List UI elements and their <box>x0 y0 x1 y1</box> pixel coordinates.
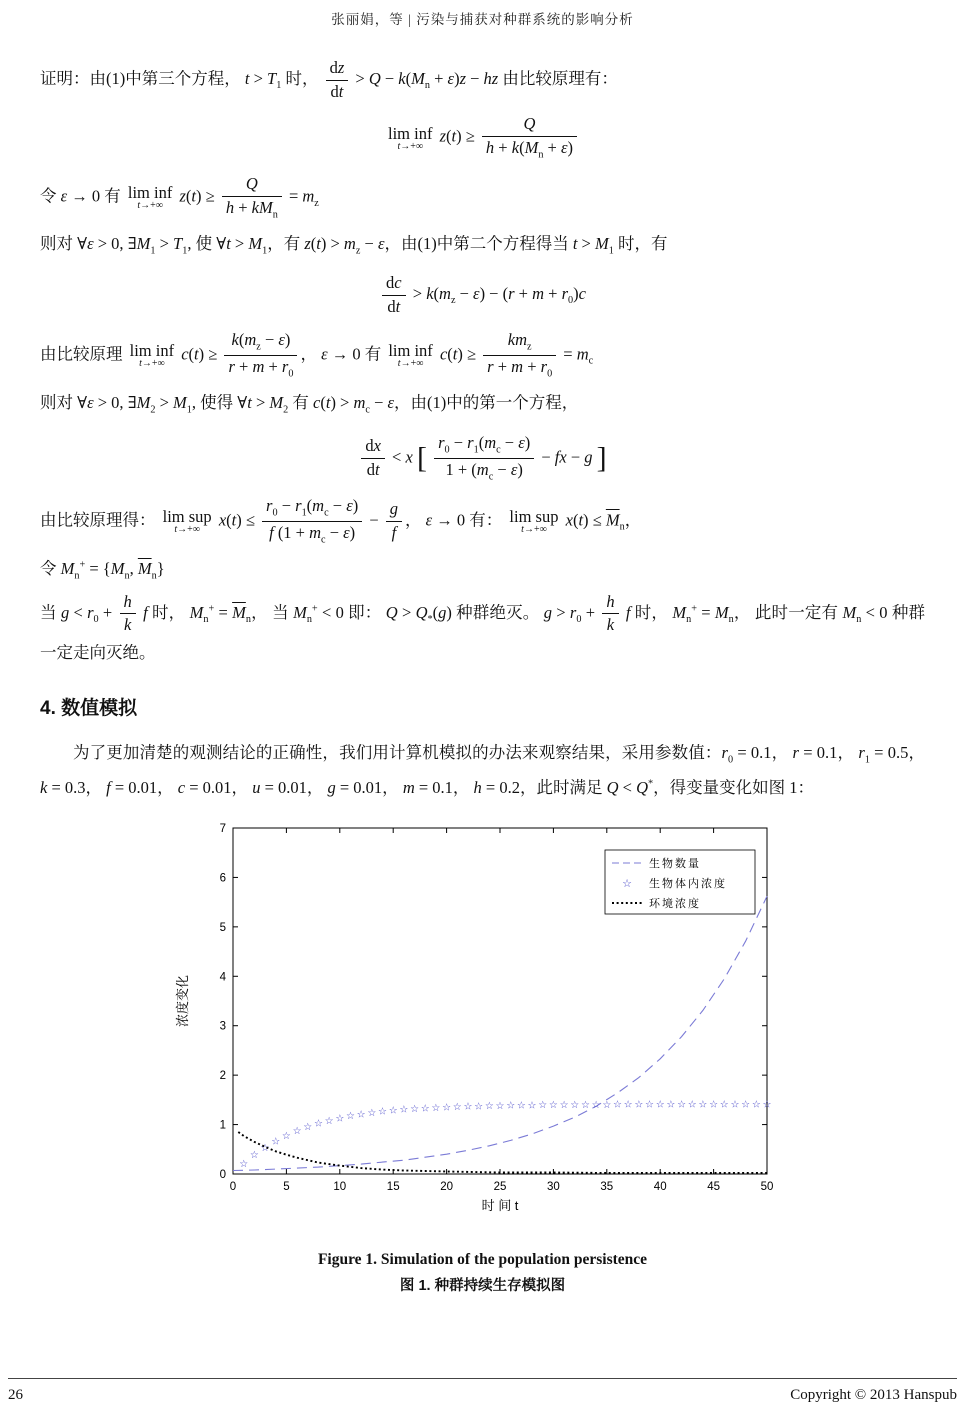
svg-text:☆: ☆ <box>420 1102 430 1114</box>
figure-caption-en: Figure 1. Simulation of the population persistence <box>317 1250 648 1268</box>
svg-text:☆: ☆ <box>569 1099 579 1111</box>
svg-text:35: 35 <box>599 1180 613 1193</box>
svg-text:☆: ☆ <box>260 1142 270 1154</box>
svg-text:☆: ☆ <box>580 1099 590 1111</box>
page-number: 26 <box>8 1387 23 1403</box>
paragraph-forall-m2: 则对 ∀ε > 0, $\exists M_2 > M_1$, 使得 ∀t > $M_2$ 有 $c(t) > m_c - \varepsilon$，由(1)中的第一个方程， <box>40 392 579 416</box>
svg-text:☆: ☆ <box>345 1110 355 1122</box>
svg-text:☆: ☆ <box>740 1098 750 1110</box>
svg-text:2: 2 <box>219 1069 226 1082</box>
proof-intro-paragraph: 证明：由(1)中第三个方程， $t > T_1$ 时， $\frac{dz}{dt}$ > $Q - k(M_n + \varepsilon)z$ − hz 由比较原理有： <box>40 58 618 101</box>
svg-text:☆: ☆ <box>655 1098 665 1110</box>
simulation-parameters-paragraph: 为了更加清楚的观测结论的正确性，我们用计算机模拟的办法来观察结果，采用参数值：$r_0 = 0.1$， r = 0.1， $r_1 = 0.5$， k = 0.3， f = 0.01， c = 0.01， u = 0.01， g = 0.01， m = 0.1， h = 0.2，此时满足 Q < Q*，得变量变化如图 1： <box>40 742 925 797</box>
svg-text:☆: ☆ <box>313 1118 323 1130</box>
svg-text:☆: ☆ <box>495 1100 504 1112</box>
running-header: 张丽娟，等 | 污染与捕获对种群系统的影响分析 <box>331 12 634 27</box>
svg-text:☆: ☆ <box>751 1098 761 1110</box>
svg-text:5: 5 <box>282 1180 290 1193</box>
svg-text:☆: ☆ <box>665 1098 675 1110</box>
svg-text:☆: ☆ <box>398 1104 408 1116</box>
page-footer <box>8 1378 957 1404</box>
svg-text:0: 0 <box>219 1168 226 1181</box>
svg-text:☆: ☆ <box>388 1105 398 1117</box>
svg-text:浓度变化: 浓度变化 <box>174 974 190 1027</box>
svg-text:☆: ☆ <box>249 1149 259 1161</box>
paragraph-mn-plus-definition: 令 $M_n^+ = \{M_n$, $\overline{M}_n$} <box>40 558 165 582</box>
svg-text:☆: ☆ <box>441 1101 451 1113</box>
svg-text:☆: ☆ <box>548 1099 558 1111</box>
svg-text:☆: ☆ <box>527 1099 537 1111</box>
paragraph-liminf-c: 由比较原理 lim inf t→+∞ c(t) ≥ $\frac{k(m_z - \varepsilon)}{r + m + r_0}$ ， ε → 0 有 lim inf t→+∞ c(t) ≥ $\frac{km_z}{r + m + r_0}$ = $m_c$ <box>40 329 594 380</box>
svg-text:☆: ☆ <box>516 1099 526 1111</box>
svg-text:☆: ☆ <box>377 1106 387 1118</box>
equation-dx-dt: $\frac{dx}{dt}$ < x [ $\frac{r_0 - r_1(m_c - \varepsilon)}{1 + (m_c - \varepsilon)}$ − fx − g ] <box>40 433 925 484</box>
paragraph-extinction-condition: 当 $g < r_0$ + $\frac{h}{k}$ f 时， $M_n^+ = \overline{M}_n$， 当 $M_n^+ < 0$ 即： $Q > Q_*(g)$ 种群绝灭。 $g > r_0$ + $\frac{h}{k}$ f 时， $M_n^+ = M_n$， 此时一定有 $M_n < 0$ 种群一定走向灭绝。 <box>40 591 925 662</box>
svg-text:☆: ☆ <box>676 1098 686 1110</box>
svg-text:☆: ☆ <box>430 1102 440 1114</box>
equation-dc-dt: $\frac{dc}{dt}$ > $k(m_z - \varepsilon) - (r + m + r_0)c$ <box>40 273 925 317</box>
svg-text:生物数量: 生物数量 <box>648 857 701 870</box>
figure-1 <box>40 816 925 1295</box>
svg-text:☆: ☆ <box>334 1113 344 1125</box>
svg-text:☆: ☆ <box>356 1109 366 1121</box>
svg-text:30: 30 <box>546 1180 560 1193</box>
svg-text:7: 7 <box>219 822 226 835</box>
svg-text:☆: ☆ <box>324 1115 334 1127</box>
svg-text:15: 15 <box>386 1180 400 1193</box>
svg-text:☆: ☆ <box>719 1098 729 1110</box>
svg-text:4: 4 <box>219 970 226 983</box>
svg-text:☆: ☆ <box>302 1121 312 1133</box>
paragraph-epsilon-limit-z: 令 ε → 0 有 lim inf t→+∞ z(t) ≥ $\frac{Q}{h + kM_n}$ = $m_z$ <box>40 173 319 220</box>
svg-text:☆: ☆ <box>762 1098 771 1110</box>
svg-text:☆: ☆ <box>462 1100 472 1112</box>
svg-text:☆: ☆ <box>687 1098 697 1110</box>
svg-text:☆: ☆ <box>644 1098 654 1110</box>
svg-text:5: 5 <box>219 921 226 934</box>
svg-text:☆: ☆ <box>238 1158 248 1170</box>
svg-text:☆: ☆ <box>623 1098 633 1110</box>
equation-liminf-z: lim inf t→+∞ z(t) ≥ $\frac{Q}{h + k(M_n + \varepsilon)}$ <box>40 114 925 162</box>
svg-text:50: 50 <box>760 1180 773 1193</box>
svg-text:☆: ☆ <box>559 1099 569 1111</box>
svg-text:☆: ☆ <box>729 1098 739 1110</box>
svg-text:☆: ☆ <box>452 1101 462 1113</box>
svg-text:☆: ☆ <box>537 1099 547 1111</box>
svg-text:☆: ☆ <box>708 1098 718 1110</box>
svg-text:☆: ☆ <box>697 1098 707 1110</box>
svg-text:时 间 t: 时 间 t <box>481 1197 518 1213</box>
svg-text:☆: ☆ <box>473 1100 483 1112</box>
figure-1-chart <box>171 816 795 1243</box>
svg-text:20: 20 <box>439 1180 453 1193</box>
svg-text:10: 10 <box>332 1180 346 1193</box>
paragraph-forall-m1: 则对 ∀ε > 0, $\exists M_1 > T_1$, 使 ∀t > $M_1$，有 $z(t) > m_z - \varepsilon$，由(1)中第二个方程得当 $t > M_1$ 时，有 <box>40 233 668 256</box>
svg-text:☆: ☆ <box>292 1125 302 1137</box>
paragraph-limsup-x: 由比较原理得： lim sup t→+∞ x(t) ≤ $\frac{r_0 - r_1(m_c - \varepsilon)}{f (1 + m_c - \varepsilon)}$ − $\frac{g}{f}$ ， ε → 0 有： lim sup t→+∞ $x(t) \le \overline{M}_n$， <box>40 495 642 546</box>
svg-text:☆: ☆ <box>612 1098 622 1110</box>
svg-text:☆: ☆ <box>591 1099 601 1111</box>
svg-text:☆: ☆ <box>505 1099 515 1111</box>
svg-text:☆: ☆ <box>633 1098 643 1110</box>
svg-text:环境浓度: 环境浓度 <box>648 897 701 910</box>
svg-text:☆: ☆ <box>366 1107 376 1119</box>
svg-text:生物体内浓度: 生物体内浓度 <box>648 877 727 890</box>
svg-text:45: 45 <box>706 1180 720 1193</box>
svg-text:☆: ☆ <box>621 876 632 890</box>
svg-text:☆: ☆ <box>281 1130 291 1142</box>
svg-text:3: 3 <box>219 1020 226 1033</box>
figure-caption-zh: 图 1. 种群持续生存模拟图 <box>399 1277 566 1294</box>
svg-text:☆: ☆ <box>601 1099 611 1111</box>
copyright-text: Copyright © 2013 Hanspub <box>790 1387 957 1403</box>
svg-text:40: 40 <box>653 1180 667 1193</box>
svg-text:☆: ☆ <box>409 1103 419 1115</box>
svg-text:☆: ☆ <box>484 1100 494 1112</box>
section-4-heading: 4. 数值模拟 <box>40 697 138 719</box>
svg-text:1: 1 <box>219 1119 226 1132</box>
svg-text:0: 0 <box>229 1180 236 1193</box>
svg-text:6: 6 <box>219 872 226 885</box>
svg-text:☆: ☆ <box>270 1136 280 1148</box>
svg-text:25: 25 <box>493 1180 506 1193</box>
